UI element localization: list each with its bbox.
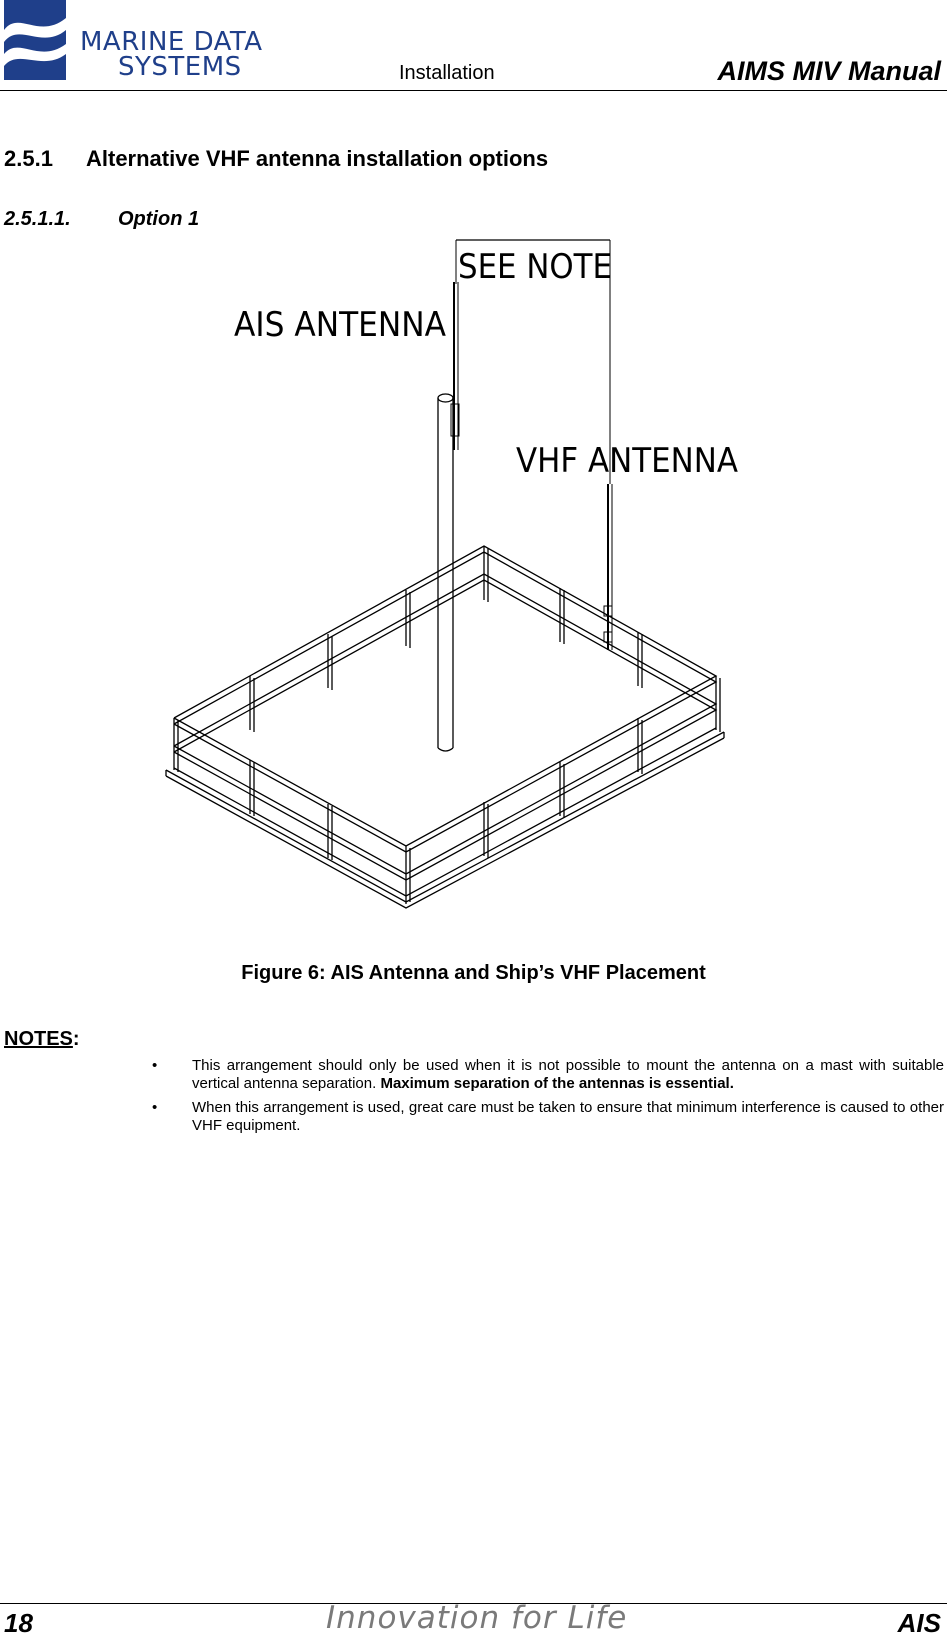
notes-list: [150, 1057, 944, 1141]
ais-antenna-label: AIS ANTENNA: [234, 305, 446, 345]
bullet: •: [152, 1099, 158, 1116]
deck-plate: [166, 732, 724, 908]
notes-colon: :: [72, 1028, 80, 1050]
list-item: [150, 1057, 944, 1093]
footer-product: AIS: [897, 1608, 941, 1638]
vhf-antenna-whip: [604, 484, 612, 650]
bullet: •: [152, 1057, 158, 1074]
mast-pole: [438, 394, 453, 751]
section-title: Alternative VHF antenna installation options: [86, 146, 549, 171]
railing: [174, 546, 720, 904]
page-number: 18: [4, 1608, 33, 1638]
notes-heading: [4, 1028, 80, 1051]
footer-slogan: Innovation for Life: [326, 1600, 628, 1636]
notes-title: NOTES: [4, 1028, 73, 1050]
logo-line-2: SYSTEMS: [118, 52, 242, 82]
vhf-antenna-label: VHF ANTENNA: [516, 441, 738, 481]
subsection-number: 2.5.1.1.: [4, 208, 71, 230]
header-divider: [0, 90, 947, 91]
header-manual-title: AIMS MIV Manual: [717, 56, 941, 86]
antenna-placement-figure: [160, 236, 776, 948]
list-item: [150, 1099, 944, 1135]
company-logo: [4, 0, 284, 84]
note-text: This arrangement should only be used when it is not possible to mount the antenna on a mast with suitable vertical antenna separation.: [192, 1057, 944, 1092]
subsection-title: Option 1: [118, 208, 200, 230]
section-heading: [4, 146, 548, 172]
section-number: 2.5.1: [4, 146, 53, 171]
see-note-label: SEE NOTE: [458, 247, 612, 287]
note-emphasis: Maximum separation of the antennas is essential.: [380, 1075, 734, 1092]
wave-logo-icon: [4, 0, 74, 82]
note-text: When this arrangement is used, great care must be taken to ensure that minimum interference is caused to other VHF equipment.: [192, 1099, 944, 1134]
logo-line-1: MARINE DATA: [80, 27, 263, 57]
header-section-name: Installation: [399, 62, 495, 84]
antenna-drawing: [160, 236, 776, 948]
logo-wordmark: [80, 27, 263, 82]
figure-caption: Figure 6: AIS Antenna and Ship’s VHF Placement: [241, 962, 706, 984]
subsection-heading: [4, 208, 199, 231]
